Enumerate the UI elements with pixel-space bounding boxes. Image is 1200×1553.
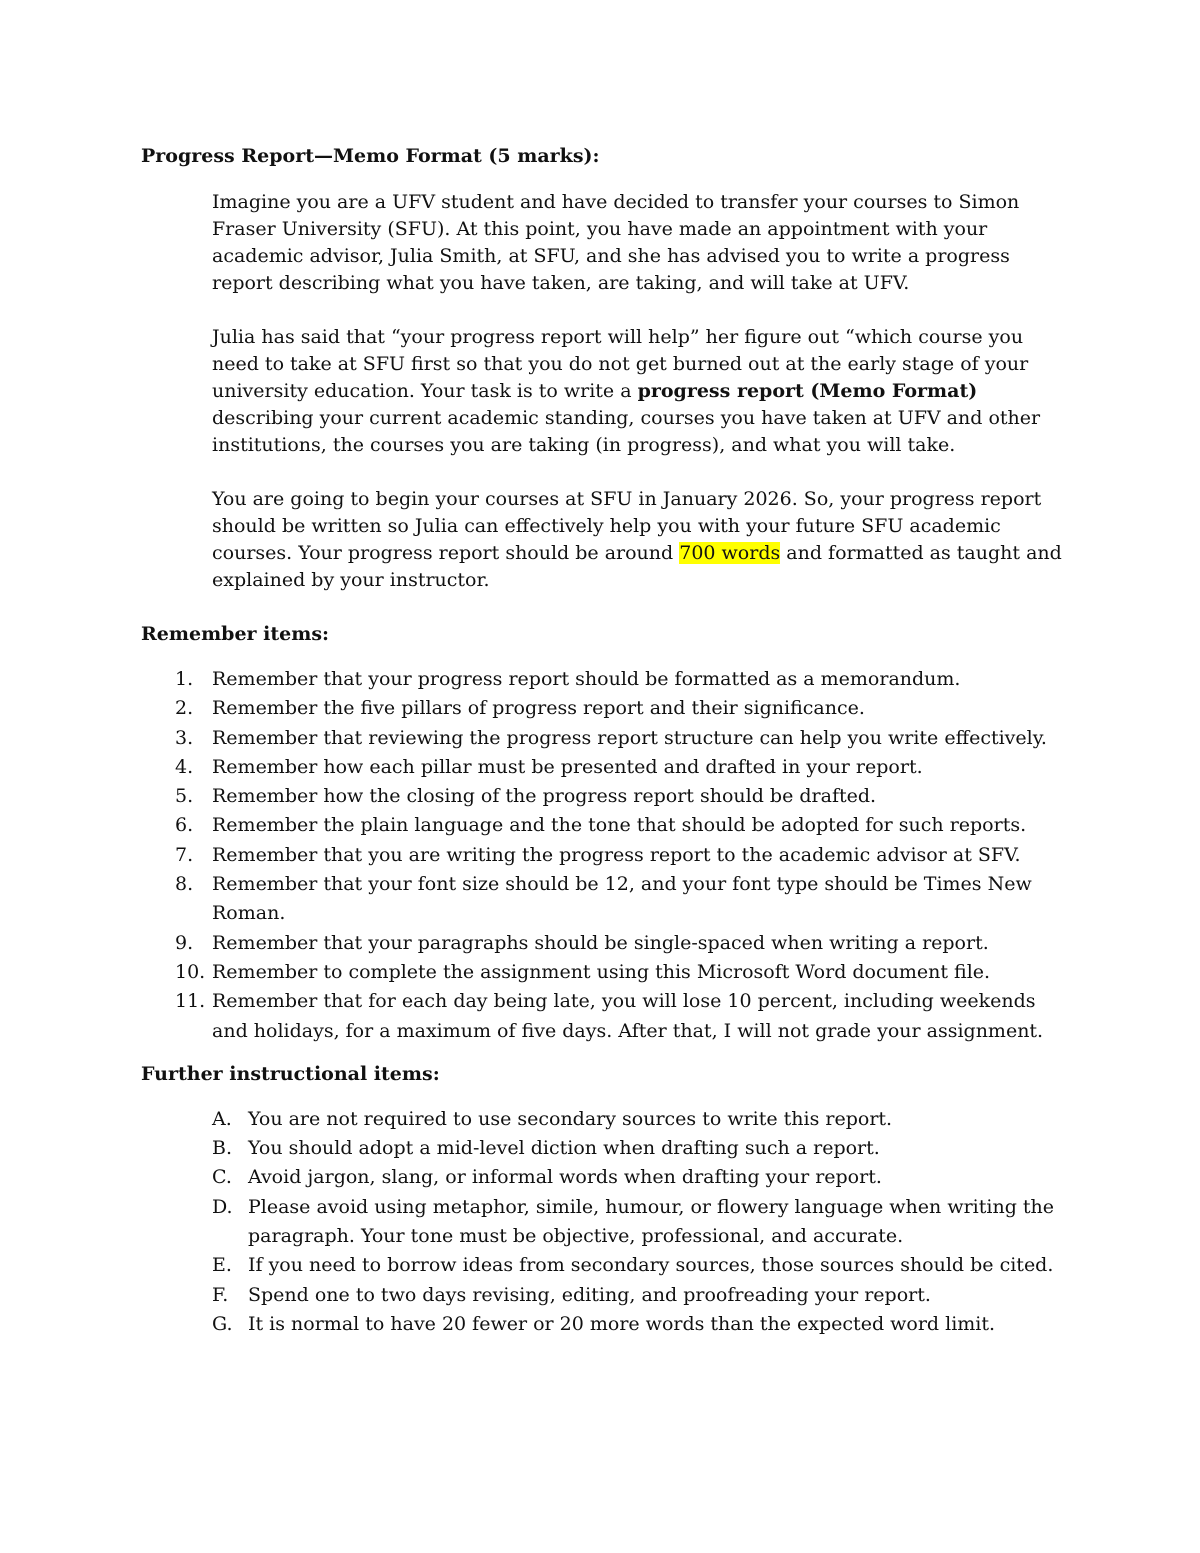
list-marker: C. <box>212 1166 232 1189</box>
list-marker: 2. <box>175 697 194 720</box>
list-marker: E. <box>212 1254 232 1277</box>
task-paragraph-bold: progress report (Memo Format) <box>637 380 978 402</box>
list-item-text: Spend one to two days revising, editing, and proofreading your report. <box>248 1283 931 1306</box>
list-item <box>141 782 1062 811</box>
list-item <box>141 841 1062 870</box>
list-item <box>141 929 1062 958</box>
list-item <box>141 665 1062 694</box>
list-item <box>141 694 1062 723</box>
list-item-text: Remember how the closing of the progress report should be drafted. <box>212 785 877 808</box>
list-marker: 5. <box>175 785 194 808</box>
list-item-text: If you need to borrow ideas from secondary sources, those sources should be cited. <box>248 1254 1054 1277</box>
list-item <box>141 870 1062 929</box>
list-marker: 6. <box>175 814 194 837</box>
task-paragraph-text-a: Julia has said that “your progress report will help” her figure out “which course you need to take at SFU first so that you do not get burned out at the early stage of your university education. Your task is to write a <box>212 326 1029 402</box>
task-paragraph <box>212 324 1062 459</box>
list-marker: D. <box>212 1195 233 1218</box>
list-item <box>141 1193 1058 1252</box>
list-item <box>141 987 1062 1046</box>
list-marker: A. <box>212 1107 232 1130</box>
list-item-text: Remember that your paragraphs should be single-spaced when writing a report. <box>212 931 989 954</box>
list-marker: B. <box>212 1137 233 1160</box>
list-item <box>141 1134 1058 1163</box>
list-item-text: You should adopt a mid-level diction when drafting such a report. <box>248 1137 880 1160</box>
list-marker: 1. <box>175 668 194 690</box>
intro-paragraph: Imagine you are a UFV student and have decided to transfer your courses to Simon Fraser University (SFU). At this point, you have made an appointment with your academic advisor, Julia Smith, at SFU, and she has advised you to write a progress report describing what you have taken, are taking, and will take at UFV. <box>212 191 1020 294</box>
list-marker: 7. <box>175 843 194 866</box>
list-item <box>141 753 1062 782</box>
list-marker: 9. <box>175 931 194 954</box>
list-marker: G. <box>212 1312 233 1335</box>
further-heading: Further instructional items: <box>141 1062 440 1085</box>
list-item-text: Remember that your font size should be 12, and your font type should be Times New Roman. <box>212 873 1032 925</box>
list-item-text: Please avoid using metaphor, simile, humour, or flowery language when writing the paragraph. Your tone must be objective, professional, and accurate. <box>248 1195 1055 1248</box>
list-marker: F. <box>212 1283 229 1306</box>
list-item-text: Remember that your progress report should be formatted as a memorandum. <box>212 668 961 690</box>
schedule-paragraph-text-a: You are going to begin your courses at SFU in January 2026. So, your progress report should be written so Julia can effectively help you with your future SFU academic courses. Your progress report should be around <box>212 488 1042 564</box>
list-marker: 11. <box>175 990 206 1013</box>
document-body <box>141 143 1061 1354</box>
list-item-text: Remember that reviewing the progress report structure can help you write effectively. <box>212 726 1047 749</box>
list-item <box>141 1251 1058 1280</box>
list-item-text: Avoid jargon, slang, or informal words when drafting your report. <box>248 1166 882 1189</box>
further-list <box>141 1105 1061 1339</box>
list-item <box>141 958 1062 987</box>
remember-heading: Remember items: <box>141 623 330 645</box>
remember-list <box>141 665 1061 1046</box>
list-item-text: Remember to complete the assignment using this Microsoft Word document file. <box>212 960 991 983</box>
list-item-text: Remember how each pillar must be presented and drafted in your report. <box>212 755 923 778</box>
schedule-paragraph-text-b: and formatted as taught and explained by your instructor. <box>212 542 1062 591</box>
schedule-paragraph <box>212 486 1062 594</box>
list-marker: 8. <box>175 873 194 896</box>
list-item <box>141 1281 1058 1310</box>
word-count-highlight: 700 words <box>679 542 781 564</box>
list-item <box>141 724 1062 753</box>
list-item <box>141 1310 1058 1339</box>
list-item-text: Remember the five pillars of progress report and their significance. <box>212 697 865 720</box>
list-item-text: Remember that for each day being late, you will lose 10 percent, including weekends and holidays, for a maximum of five days. After that, I will not grade your assignment. <box>212 990 1044 1042</box>
list-item-text: Remember that you are writing the progress report to the academic advisor at SFV. <box>212 843 1021 866</box>
list-item-text: Remember the plain language and the tone that should be adopted for such reports. <box>212 814 1027 837</box>
list-item <box>141 1163 1058 1192</box>
list-marker: 10. <box>175 960 206 983</box>
list-marker: 3. <box>175 726 194 749</box>
list-marker: 4. <box>175 755 194 778</box>
task-paragraph-text-b: describing your current academic standing, courses you have taken at UFV and other institutions, the courses you are taking (in progress), and what you will take. <box>212 407 1041 456</box>
list-item <box>141 811 1062 840</box>
document-title: Progress Report—Memo Format (5 marks): <box>141 145 600 167</box>
list-item-text: You are not required to use secondary sources to write this report. <box>248 1107 893 1130</box>
list-item <box>141 1105 1058 1134</box>
list-item-text: It is normal to have 20 fewer or 20 more words than the expected word limit. <box>248 1312 996 1335</box>
